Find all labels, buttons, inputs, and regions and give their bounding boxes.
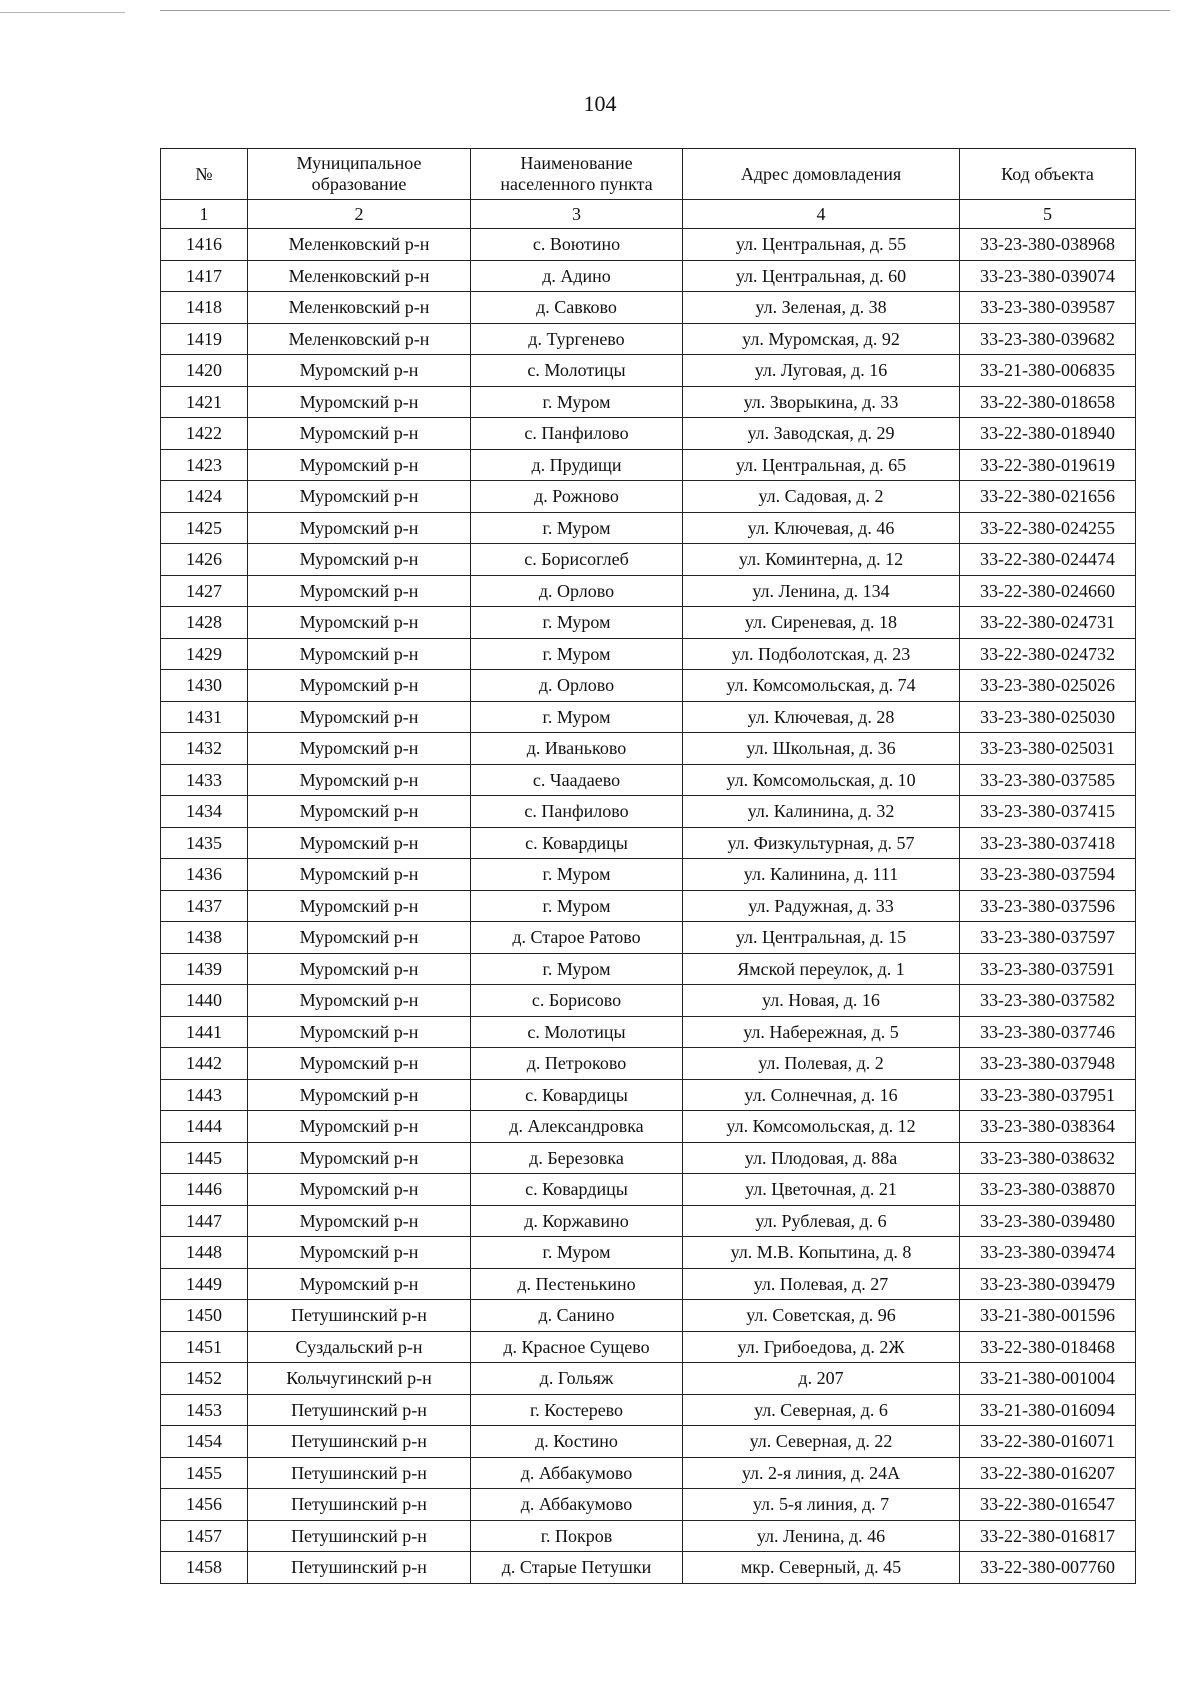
cell-municipality: Муромский р-н (248, 796, 471, 828)
page-number: 104 (583, 91, 617, 116)
cell-settlement: д. Иваньково (471, 733, 683, 765)
cell-settlement: д. Тургенево (471, 323, 683, 355)
table-body (161, 229, 1136, 1584)
cell-object-code: 33-21-380-016094 (960, 1394, 1136, 1426)
cell-address: ул. Центральная, д. 65 (683, 449, 960, 481)
cell-object-code: 33-23-380-039074 (960, 260, 1136, 292)
cell-address: ул. Набережная, д. 5 (683, 1016, 960, 1048)
cell-municipality: Меленковский р-н (248, 229, 471, 261)
cell-settlement: д. Красное Сущево (471, 1331, 683, 1363)
table-row (161, 638, 1136, 670)
cell-settlement: д. Гольяж (471, 1363, 683, 1395)
table-row (161, 1426, 1136, 1458)
cell-municipality: Муромский р-н (248, 544, 471, 576)
cell-municipality: Муромский р-н (248, 512, 471, 544)
cell-municipality: Петушинский р-н (248, 1300, 471, 1332)
cell-number: 1452 (161, 1363, 248, 1395)
cell-address: ул. Грибоедова, д. 2Ж (683, 1331, 960, 1363)
cell-settlement: д. Санино (471, 1300, 683, 1332)
header-number: № (161, 149, 248, 200)
table-row (161, 1394, 1136, 1426)
cell-object-code: 33-23-380-037591 (960, 953, 1136, 985)
cell-municipality: Муромский р-н (248, 386, 471, 418)
cell-address: ул. 5-я линия, д. 7 (683, 1489, 960, 1521)
table-row (161, 418, 1136, 450)
table-row (161, 1489, 1136, 1521)
cell-municipality: Муромский р-н (248, 1079, 471, 1111)
column-number-1: 1 (161, 200, 248, 229)
cell-settlement: д. Адино (471, 260, 683, 292)
cell-object-code: 33-22-380-021656 (960, 481, 1136, 513)
cell-object-code: 33-23-380-038968 (960, 229, 1136, 261)
cell-address: ул. Ключевая, д. 46 (683, 512, 960, 544)
cell-municipality: Муромский р-н (248, 922, 471, 954)
cell-number: 1450 (161, 1300, 248, 1332)
cell-object-code: 33-23-380-037597 (960, 922, 1136, 954)
cell-object-code: 33-23-380-037596 (960, 890, 1136, 922)
column-number-2: 2 (248, 200, 471, 229)
cell-object-code: 33-23-380-025030 (960, 701, 1136, 733)
cell-number: 1444 (161, 1111, 248, 1143)
table-row (161, 1457, 1136, 1489)
cell-number: 1446 (161, 1174, 248, 1206)
cell-settlement: с. Ковардицы (471, 827, 683, 859)
cell-settlement: с. Борисово (471, 985, 683, 1017)
cell-settlement: г. Муром (471, 512, 683, 544)
cell-address: ул. Северная, д. 6 (683, 1394, 960, 1426)
cell-address: ул. Комсомольская, д. 74 (683, 670, 960, 702)
cell-address: ул. Ленина, д. 46 (683, 1520, 960, 1552)
cell-address: ул. Садовая, д. 2 (683, 481, 960, 513)
cell-settlement: г. Муром (471, 607, 683, 639)
cell-municipality: Кольчугинский р-н (248, 1363, 471, 1395)
cell-number: 1416 (161, 229, 248, 261)
cell-object-code: 33-23-380-037415 (960, 796, 1136, 828)
cell-address: ул. 2-я линия, д. 24А (683, 1457, 960, 1489)
cell-municipality: Муромский р-н (248, 701, 471, 733)
column-number-3: 3 (471, 200, 683, 229)
cell-settlement: г. Покров (471, 1520, 683, 1552)
cell-object-code: 33-23-380-038870 (960, 1174, 1136, 1206)
cell-settlement: д. Аббакумово (471, 1489, 683, 1521)
cell-municipality: Муромский р-н (248, 1237, 471, 1269)
cell-settlement: д. Коржавино (471, 1205, 683, 1237)
cell-municipality: Петушинский р-н (248, 1426, 471, 1458)
header-object-code: Код объекта (960, 149, 1136, 200)
cell-number: 1418 (161, 292, 248, 324)
cell-settlement: с. Панфилово (471, 418, 683, 450)
table-row (161, 1016, 1136, 1048)
cell-number: 1421 (161, 386, 248, 418)
table-row (161, 890, 1136, 922)
cell-address: ул. Ключевая, д. 28 (683, 701, 960, 733)
table-row (161, 544, 1136, 576)
cell-number: 1448 (161, 1237, 248, 1269)
table-row (161, 733, 1136, 765)
cell-settlement: д. Рожново (471, 481, 683, 513)
cell-address: ул. Коминтерна, д. 12 (683, 544, 960, 576)
cell-object-code: 33-21-380-006835 (960, 355, 1136, 387)
cell-number: 1434 (161, 796, 248, 828)
table-row (161, 1111, 1136, 1143)
cell-number: 1447 (161, 1205, 248, 1237)
cell-municipality: Муромский р-н (248, 670, 471, 702)
cell-settlement: д. Петроково (471, 1048, 683, 1080)
cell-address: ул. Новая, д. 16 (683, 985, 960, 1017)
column-number-row (161, 200, 1136, 229)
cell-municipality: Меленковский р-н (248, 260, 471, 292)
cell-municipality: Муромский р-н (248, 418, 471, 450)
cell-number: 1425 (161, 512, 248, 544)
table-row (161, 701, 1136, 733)
cell-municipality: Муромский р-н (248, 764, 471, 796)
cell-municipality: Петушинский р-н (248, 1552, 471, 1584)
cell-address: ул. Ленина, д. 134 (683, 575, 960, 607)
cell-settlement: д. Пестенькино (471, 1268, 683, 1300)
table-row (161, 575, 1136, 607)
cell-number: 1417 (161, 260, 248, 292)
cell-municipality: Петушинский р-н (248, 1394, 471, 1426)
cell-object-code: 33-23-380-039682 (960, 323, 1136, 355)
cell-object-code: 33-21-380-001596 (960, 1300, 1136, 1332)
cell-municipality: Муромский р-н (248, 481, 471, 513)
cell-settlement: д. Савково (471, 292, 683, 324)
cell-address: ул. Центральная, д. 15 (683, 922, 960, 954)
cell-object-code: 33-23-380-039480 (960, 1205, 1136, 1237)
column-number-4: 4 (683, 200, 960, 229)
cell-number: 1422 (161, 418, 248, 450)
table-row (161, 386, 1136, 418)
cell-object-code: 33-23-380-037594 (960, 859, 1136, 891)
cell-municipality: Муромский р-н (248, 638, 471, 670)
cell-object-code: 33-22-380-018468 (960, 1331, 1136, 1363)
cell-address: ул. Центральная, д. 55 (683, 229, 960, 261)
header-address: Адрес домовладения (683, 149, 960, 200)
cell-address: ул. Полевая, д. 2 (683, 1048, 960, 1080)
cell-number: 1453 (161, 1394, 248, 1426)
cell-address: ул. Полевая, д. 27 (683, 1268, 960, 1300)
cell-object-code: 33-23-380-039479 (960, 1268, 1136, 1300)
cell-address: ул. Советская, д. 96 (683, 1300, 960, 1332)
cell-address: мкр. Северный, д. 45 (683, 1552, 960, 1584)
cell-settlement: г. Муром (471, 953, 683, 985)
table-row (161, 827, 1136, 859)
cell-number: 1431 (161, 701, 248, 733)
cell-object-code: 33-22-380-024255 (960, 512, 1136, 544)
cell-municipality: Муромский р-н (248, 890, 471, 922)
cell-object-code: 33-22-380-016071 (960, 1426, 1136, 1458)
table-row (161, 670, 1136, 702)
cell-settlement: г. Муром (471, 859, 683, 891)
cell-object-code: 33-23-380-025031 (960, 733, 1136, 765)
scan-edge-line-left (0, 12, 125, 13)
table-row (161, 796, 1136, 828)
cell-address: Ямской переулок, д. 1 (683, 953, 960, 985)
cell-address: ул. Рублевая, д. 6 (683, 1205, 960, 1237)
cell-object-code: 33-21-380-001004 (960, 1363, 1136, 1395)
cell-address: д. 207 (683, 1363, 960, 1395)
cell-object-code: 33-23-380-037585 (960, 764, 1136, 796)
cell-settlement: с. Ковардицы (471, 1079, 683, 1111)
table-row (161, 323, 1136, 355)
cell-address: ул. Школьная, д. 36 (683, 733, 960, 765)
cell-address: ул. Калинина, д. 32 (683, 796, 960, 828)
cell-municipality: Муромский р-н (248, 827, 471, 859)
cell-municipality: Меленковский р-н (248, 323, 471, 355)
cell-settlement: д. Старые Петушки (471, 1552, 683, 1584)
cell-number: 1426 (161, 544, 248, 576)
cell-settlement: с. Воютино (471, 229, 683, 261)
table-row (161, 229, 1136, 261)
cell-settlement: г. Костерево (471, 1394, 683, 1426)
table-row (161, 764, 1136, 796)
cell-municipality: Муромский р-н (248, 733, 471, 765)
cell-address: ул. Цветочная, д. 21 (683, 1174, 960, 1206)
cell-municipality: Муромский р-н (248, 1111, 471, 1143)
cell-object-code: 33-22-380-024474 (960, 544, 1136, 576)
cell-object-code: 33-22-380-024732 (960, 638, 1136, 670)
cell-municipality: Муромский р-н (248, 355, 471, 387)
cell-municipality: Меленковский р-н (248, 292, 471, 324)
cell-object-code: 33-23-380-037418 (960, 827, 1136, 859)
cell-settlement: д. Аббакумово (471, 1457, 683, 1489)
cell-number: 1440 (161, 985, 248, 1017)
cell-municipality: Петушинский р-н (248, 1520, 471, 1552)
cell-address: ул. Радужная, д. 33 (683, 890, 960, 922)
cell-settlement: с. Молотицы (471, 1016, 683, 1048)
table-row (161, 859, 1136, 891)
cell-settlement: д. Орлово (471, 670, 683, 702)
cell-settlement: г. Муром (471, 890, 683, 922)
cell-settlement: д. Старое Ратово (471, 922, 683, 954)
cell-number: 1438 (161, 922, 248, 954)
cell-address: ул. М.В. Копытина, д. 8 (683, 1237, 960, 1269)
cell-object-code: 33-23-380-037582 (960, 985, 1136, 1017)
cell-municipality: Муромский р-н (248, 1174, 471, 1206)
table-row (161, 607, 1136, 639)
cell-object-code: 33-22-380-016207 (960, 1457, 1136, 1489)
cell-municipality: Муромский р-н (248, 1205, 471, 1237)
table-row (161, 1142, 1136, 1174)
cell-number: 1443 (161, 1079, 248, 1111)
cell-municipality: Петушинский р-н (248, 1457, 471, 1489)
cell-object-code: 33-22-380-024660 (960, 575, 1136, 607)
cell-number: 1437 (161, 890, 248, 922)
cell-settlement: с. Панфилово (471, 796, 683, 828)
table-row (161, 1079, 1136, 1111)
cell-address: ул. Сиреневая, д. 18 (683, 607, 960, 639)
cell-address: ул. Зеленая, д. 38 (683, 292, 960, 324)
cell-number: 1455 (161, 1457, 248, 1489)
cell-address: ул. Заводская, д. 29 (683, 418, 960, 450)
table-row (161, 953, 1136, 985)
cell-address: ул. Солнечная, д. 16 (683, 1079, 960, 1111)
cell-settlement: д. Орлово (471, 575, 683, 607)
cell-settlement: д. Прудищи (471, 449, 683, 481)
cell-object-code: 33-22-380-016817 (960, 1520, 1136, 1552)
table-row (161, 260, 1136, 292)
cell-object-code: 33-23-380-037948 (960, 1048, 1136, 1080)
table-row (161, 985, 1136, 1017)
cell-object-code: 33-23-380-038632 (960, 1142, 1136, 1174)
cell-address: ул. Физкультурная, д. 57 (683, 827, 960, 859)
registry-table (160, 148, 1136, 1584)
cell-object-code: 33-23-380-039474 (960, 1237, 1136, 1269)
cell-municipality: Муромский р-н (248, 1048, 471, 1080)
column-number-5: 5 (960, 200, 1136, 229)
cell-number: 1419 (161, 323, 248, 355)
table-row (161, 922, 1136, 954)
cell-number: 1430 (161, 670, 248, 702)
cell-address: ул. Северная, д. 22 (683, 1426, 960, 1458)
cell-number: 1420 (161, 355, 248, 387)
cell-object-code: 33-23-380-039587 (960, 292, 1136, 324)
header-settlement: Наименование населенного пункта (471, 149, 683, 200)
cell-number: 1432 (161, 733, 248, 765)
scan-edge-line (160, 10, 1170, 11)
cell-address: ул. Центральная, д. 60 (683, 260, 960, 292)
cell-object-code: 33-23-380-025026 (960, 670, 1136, 702)
cell-number: 1451 (161, 1331, 248, 1363)
cell-object-code: 33-22-380-018658 (960, 386, 1136, 418)
cell-object-code: 33-22-380-019619 (960, 449, 1136, 481)
cell-municipality: Суздальский р-н (248, 1331, 471, 1363)
table-header-row (161, 149, 1136, 200)
table-row (161, 1552, 1136, 1584)
cell-municipality: Муромский р-н (248, 575, 471, 607)
cell-address: ул. Комсомольская, д. 10 (683, 764, 960, 796)
cell-number: 1423 (161, 449, 248, 481)
table-row (161, 292, 1136, 324)
cell-settlement: г. Муром (471, 638, 683, 670)
table-row (161, 1520, 1136, 1552)
cell-municipality: Муромский р-н (248, 1016, 471, 1048)
cell-object-code: 33-23-380-037746 (960, 1016, 1136, 1048)
cell-object-code: 33-22-380-024731 (960, 607, 1136, 639)
cell-object-code: 33-22-380-016547 (960, 1489, 1136, 1521)
cell-address: ул. Подболотская, д. 23 (683, 638, 960, 670)
cell-object-code: 33-22-380-018940 (960, 418, 1136, 450)
table-row (161, 1237, 1136, 1269)
table-row (161, 355, 1136, 387)
table-row (161, 449, 1136, 481)
cell-settlement: д. Александровка (471, 1111, 683, 1143)
cell-settlement: г. Муром (471, 386, 683, 418)
cell-object-code: 33-23-380-037951 (960, 1079, 1136, 1111)
cell-number: 1424 (161, 481, 248, 513)
cell-number: 1458 (161, 1552, 248, 1584)
cell-municipality: Петушинский р-н (248, 1489, 471, 1521)
cell-number: 1428 (161, 607, 248, 639)
cell-address: ул. Луговая, д. 16 (683, 355, 960, 387)
table-row (161, 1205, 1136, 1237)
cell-object-code: 33-22-380-007760 (960, 1552, 1136, 1584)
cell-settlement: г. Муром (471, 701, 683, 733)
cell-settlement: д. Березовка (471, 1142, 683, 1174)
table-row (161, 1048, 1136, 1080)
cell-settlement: д. Костино (471, 1426, 683, 1458)
cell-municipality: Муромский р-н (248, 1142, 471, 1174)
cell-number: 1429 (161, 638, 248, 670)
table-row (161, 1268, 1136, 1300)
cell-municipality: Муромский р-н (248, 449, 471, 481)
cell-municipality: Муромский р-н (248, 607, 471, 639)
cell-number: 1445 (161, 1142, 248, 1174)
cell-settlement: с. Молотицы (471, 355, 683, 387)
cell-address: ул. Калинина, д. 111 (683, 859, 960, 891)
cell-number: 1433 (161, 764, 248, 796)
cell-municipality: Муромский р-н (248, 1268, 471, 1300)
table-row (161, 1363, 1136, 1395)
cell-settlement: с. Борисоглеб (471, 544, 683, 576)
header-municipality: Муниципальное образование (248, 149, 471, 200)
cell-address: ул. Муромская, д. 92 (683, 323, 960, 355)
table-row (161, 1300, 1136, 1332)
cell-settlement: с. Чаадаево (471, 764, 683, 796)
table-row (161, 512, 1136, 544)
cell-number: 1442 (161, 1048, 248, 1080)
cell-number: 1436 (161, 859, 248, 891)
table-row (161, 1331, 1136, 1363)
cell-number: 1439 (161, 953, 248, 985)
cell-municipality: Муромский р-н (248, 953, 471, 985)
cell-number: 1449 (161, 1268, 248, 1300)
cell-number: 1441 (161, 1016, 248, 1048)
cell-number: 1427 (161, 575, 248, 607)
cell-address: ул. Комсомольская, д. 12 (683, 1111, 960, 1143)
cell-number: 1435 (161, 827, 248, 859)
table-row (161, 1174, 1136, 1206)
cell-address: ул. Зворыкина, д. 33 (683, 386, 960, 418)
cell-settlement: с. Ковардицы (471, 1174, 683, 1206)
cell-address: ул. Плодовая, д. 88а (683, 1142, 960, 1174)
cell-number: 1457 (161, 1520, 248, 1552)
cell-settlement: г. Муром (471, 1237, 683, 1269)
cell-municipality: Муромский р-н (248, 859, 471, 891)
cell-municipality: Муромский р-н (248, 985, 471, 1017)
cell-object-code: 33-23-380-038364 (960, 1111, 1136, 1143)
cell-number: 1456 (161, 1489, 248, 1521)
cell-number: 1454 (161, 1426, 248, 1458)
table-row (161, 481, 1136, 513)
